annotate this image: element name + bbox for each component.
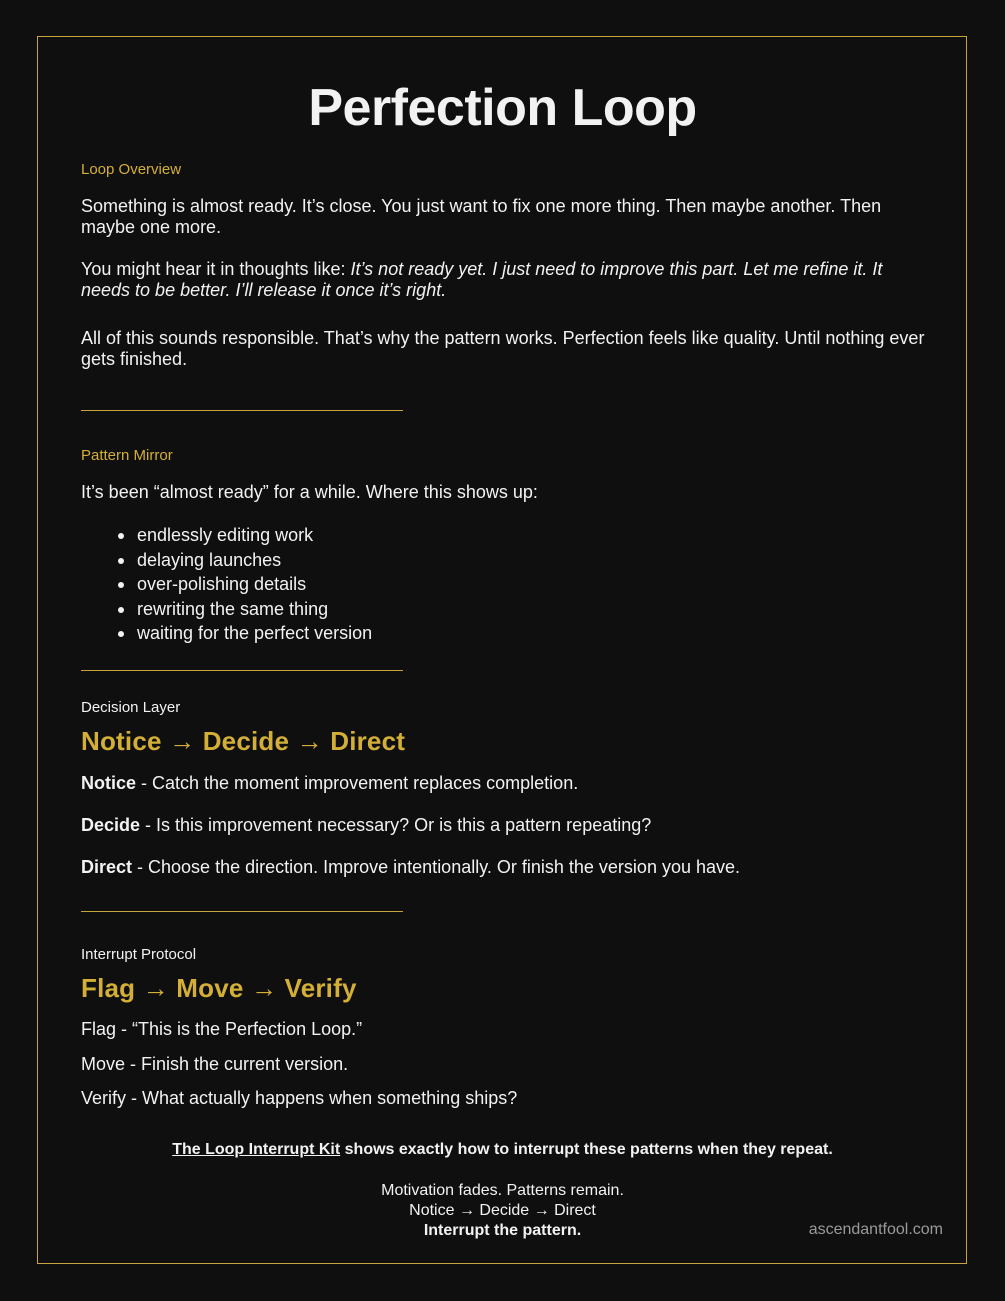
decision-notice-text: - Catch the moment improvement replaces completion. — [136, 773, 579, 793]
mirror-intro: It’s been “almost ready” for a while. Where this shows up: — [81, 482, 538, 502]
overview-paragraph-1: Something is almost ready. It’s close. You just want to fix one more thing. Then maybe another. Then maybe one more. — [81, 196, 882, 237]
interrupt-flag: Flag - “This is the Perfection Loop.” — [81, 1019, 363, 1039]
divider — [81, 911, 403, 912]
interrupt-move: Move - Finish the current version. — [81, 1054, 349, 1074]
footer-line-2: Notice → Decide → Direct — [409, 1202, 596, 1219]
decision-direct-text: - Choose the direction. Improve intentionally. Or finish the version you have. — [132, 857, 741, 877]
decision-decide-text: - Is this improvement necessary? Or is this a pattern repeating? — [140, 815, 652, 835]
decision-direct-term: Direct — [81, 857, 133, 877]
page-title: Perfection Loop — [308, 79, 697, 137]
kit-callout — [0, 1141, 1005, 1159]
site-url: ascendantfool.com — [808, 1221, 943, 1238]
overview-paragraph-2-lead: You might hear it in thoughts like: — [81, 259, 351, 279]
footer-line-1: Motivation fades. Patterns remain. — [381, 1182, 624, 1199]
list-item: over-polishing details — [137, 572, 372, 597]
decision-decide — [81, 815, 651, 836]
overview-paragraph-2-thoughts: It’s not ready yet. I just need to improve this part. Let me refine it. It needs to be better. I’ll release it once it’s right. — [81, 259, 883, 300]
decision-heading: Notice → Decide → Direct — [81, 726, 406, 756]
overview-paragraph-3: All of this sounds responsible. That’s why the pattern works. Perfection feels like quality. Until nothing ever gets finished. — [81, 328, 925, 369]
interrupt-heading: Flag → Move → Verify — [81, 973, 357, 1003]
decision-direct — [81, 857, 740, 878]
section-label-pattern-mirror: Pattern Mirror — [81, 447, 173, 464]
decision-notice-term: Notice — [81, 773, 137, 793]
divider — [81, 670, 403, 671]
kit-link[interactable]: The Loop Interrupt Kit — [172, 1141, 341, 1158]
section-label-loop-overview: Loop Overview — [81, 161, 182, 178]
list-item: rewriting the same thing — [137, 597, 372, 622]
section-label-decision-layer: Decision Layer — [81, 699, 181, 716]
footer-line-3: Interrupt the pattern. — [423, 1222, 582, 1239]
list-item: waiting for the perfect version — [137, 621, 372, 646]
kit-text: shows exactly how to interrupt these patterns when they repeat. — [340, 1141, 833, 1158]
list-item: delaying launches — [137, 548, 372, 573]
list-item: endlessly editing work — [137, 523, 372, 548]
decision-decide-term: Decide — [81, 815, 141, 835]
interrupt-verify: Verify - What actually happens when something ships? — [81, 1088, 518, 1108]
divider — [81, 410, 403, 411]
section-label-interrupt-protocol: Interrupt Protocol — [81, 946, 197, 963]
mirror-list — [81, 523, 372, 646]
overview-paragraph-2 — [81, 259, 931, 301]
decision-notice — [81, 773, 578, 794]
